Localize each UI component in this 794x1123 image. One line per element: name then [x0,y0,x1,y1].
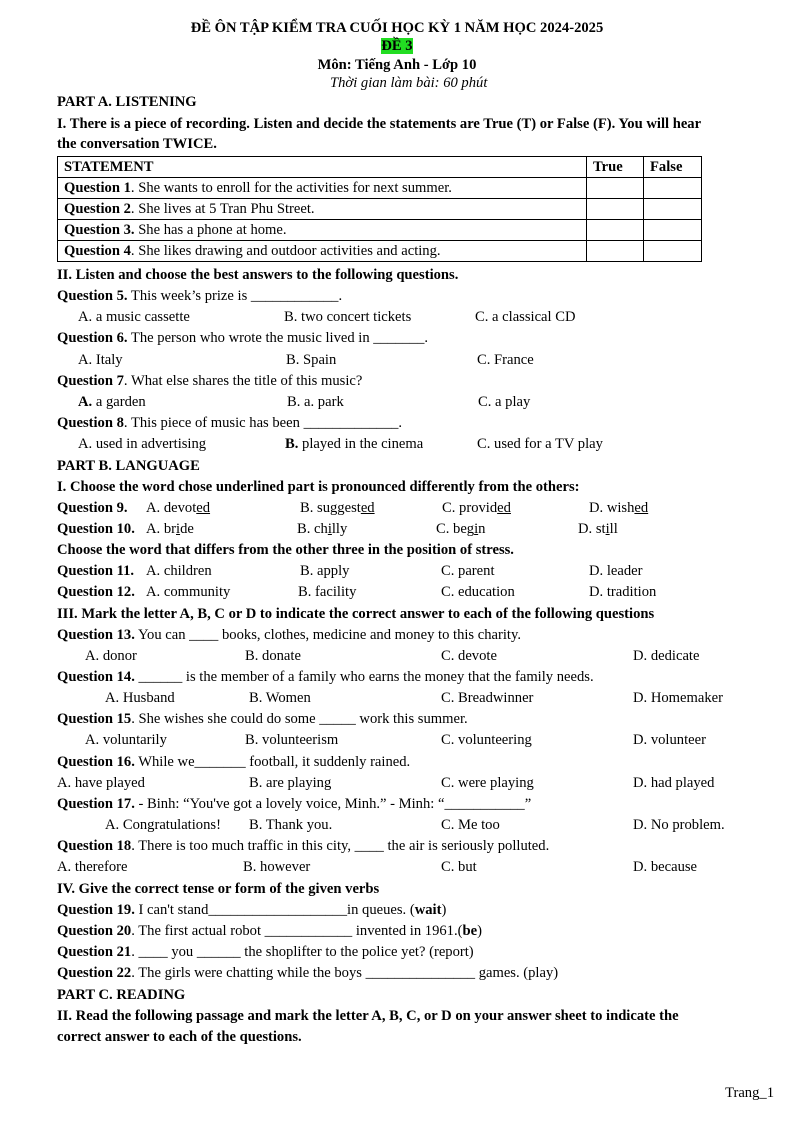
option-text: played in the cinema [298,436,424,452]
false-cell[interactable] [644,241,702,262]
option-text: A. devot [146,500,197,516]
option-b[interactable]: B. are playing [249,775,332,791]
question-label: Question 8 [57,415,124,431]
question-label: Question 7 [57,373,124,389]
stress-heading: Choose the word that differs from the other three in the position of stress. [57,542,514,558]
part-a-sec1-line2: the conversation TWICE. [57,136,217,152]
option-d[interactable]: D. Homemaker [633,690,723,706]
part-c-sec2-line2: correct answer to each of the questions. [57,1029,302,1045]
option-text: ll [609,521,618,537]
question-6 [57,330,428,347]
option-a[interactable] [146,521,194,538]
option-a[interactable]: A. donor [85,648,137,664]
option-b[interactable]: B. a. park [287,394,344,410]
option-a[interactable]: A. community [146,584,231,600]
option-b[interactable] [285,436,423,453]
question-10-label: Question 10. [57,521,135,537]
question-label: Question 16. [57,754,135,770]
question-text: . The first actual robot ____________ invented in 1961.( [131,923,463,939]
underlined-part: i [327,521,332,537]
exam-code-highlight: ĐỀ 3 [381,38,413,54]
question-text: ______ is the member of a family who earns the money that the family needs. [134,669,594,685]
question-14 [57,669,594,686]
option-a[interactable]: A. Husband [105,690,175,706]
exam-time: Thời gian làm bài: 60 phút [330,75,488,91]
option-d[interactable]: D. had played [633,775,715,791]
question-11-label: Question 11. [57,563,135,579]
statement-text: . She likes drawing and outdoor activities and acting. [130,242,441,259]
underlined-part: ed [634,500,649,516]
option-text: C. beg [436,521,475,537]
part-b-sec3: III. Mark the letter A, B, C or D to indicate the correct answer to each of the following questions [57,606,655,622]
question-label: Question 6. [57,330,128,346]
question-7 [57,373,362,390]
option-text: a garden [92,394,146,410]
underlined-part: i [474,521,479,537]
question-label: Question 14. [57,669,135,685]
header-true: True [587,157,644,178]
verb-hint: be [462,923,478,939]
option-text: n [478,521,486,537]
option-d[interactable] [589,500,648,517]
question-text: . ____ you ______ the shoplifter to the police yet? (report) [131,944,474,960]
option-letter: A. [78,394,93,410]
option-c[interactable]: C. a play [478,394,531,410]
statement-text: She has a phone at home. [134,221,287,238]
question-label: Question 17. [57,796,135,812]
option-a[interactable]: A. children [146,563,212,579]
exam-code [0,38,794,55]
option-letter: B. [285,436,299,452]
option-text: lly [331,521,348,537]
question-text: While we_______ football, it suddenly rained. [134,754,411,770]
option-c[interactable] [442,500,511,517]
question-label: Question 20 [57,923,132,939]
question-16 [57,754,410,771]
option-a[interactable]: A. Italy [78,352,123,368]
option-b[interactable]: B. volunteerism [245,732,339,748]
exam-subject: Môn: Tiếng Anh - Lớp 10 [317,57,477,73]
question-text-close: ) [477,923,482,939]
true-cell[interactable] [587,220,644,241]
option-a[interactable]: A. therefore [57,859,128,875]
question-18 [57,838,549,855]
statement-text: . She wants to enroll for the activities for next summer. [130,179,452,196]
option-a[interactable]: A. a music cassette [78,309,190,325]
question-20 [57,923,482,940]
option-d[interactable]: D. leader [589,563,643,579]
option-text: D. st [578,521,606,537]
option-c[interactable]: C. were playing [441,775,534,791]
true-cell[interactable] [587,241,644,262]
question-text: This week’s prize is ____________. [127,288,343,304]
table-row [58,178,702,199]
option-text: D. wish [589,500,635,516]
question-text: . There is too much traffic in this city, ____ the air is seriously polluted. [131,838,550,854]
option-d[interactable]: D. because [633,859,698,875]
question-text: The person who wrote the music lived in _______. [127,330,429,346]
statement-table [57,156,702,262]
question-text: You can ____ books, clothes, medicine and money to this charity. [134,627,521,643]
option-b[interactable]: B. facility [298,584,357,600]
option-a[interactable] [78,394,146,411]
part-c-sec2-line1: II. Read the following passage and mark the letter A, B, C, or D on your answer sheet to indicate the [57,1008,679,1024]
true-cell[interactable] [587,178,644,199]
option-c[interactable] [436,521,485,538]
option-c[interactable]: C. a classical CD [475,309,576,325]
underlined-part: ed [196,500,211,516]
question-label: Question 15 [57,711,132,727]
verb-hint: wait [414,902,442,918]
option-d[interactable]: D. tradition [589,584,657,600]
option-text: B. ch [297,521,328,537]
question-12-label: Question 12. [57,584,135,600]
question-13 [57,627,521,644]
option-c[interactable]: C. but [441,859,477,875]
statement-cell [58,199,587,220]
question-5 [57,288,342,305]
question-label: Question 19. [57,902,135,918]
option-c[interactable]: C. devote [441,648,497,664]
option-b[interactable]: B. two concert tickets [284,309,412,325]
question-label: Question 21 [57,944,132,960]
option-a[interactable]: A. have played [57,775,145,791]
option-c[interactable]: C. volunteering [441,732,532,748]
table-row [58,241,702,262]
part-a-sec2: II. Listen and choose the best answers to the following questions. [57,267,459,283]
option-c[interactable]: C. education [441,584,515,600]
option-b[interactable]: B. Thank you. [249,817,333,833]
question-label: Question 3. [64,221,135,238]
underlined-part: i [605,521,610,537]
underlined-part: ed [360,500,375,516]
option-c[interactable]: C. France [477,352,534,368]
false-cell[interactable] [644,178,702,199]
option-c[interactable]: C. Me too [441,817,500,833]
question-text: . The girls were chatting while the boys _______________ games. (play) [131,965,559,981]
option-c[interactable]: C. used for a TV play [477,436,603,452]
table-header-row [58,157,702,178]
option-a[interactable]: A. Congratulations! [105,817,221,833]
option-b[interactable]: B. however [243,859,311,875]
statement-text: . She lives at 5 Tran Phu Street. [130,200,315,217]
question-9-label: Question 9. [57,500,128,516]
header-false: False [644,157,702,178]
option-a[interactable]: A. voluntarily [85,732,167,748]
question-text: I can't stand___________________in queues. ( [134,902,415,918]
question-15 [57,711,468,728]
question-text: . This piece of music has been _____________. [123,415,403,431]
part-c-heading: PART C. READING [57,987,186,1003]
statement-cell [58,178,587,199]
question-label: Question 4 [64,242,131,259]
question-label: Question 13. [57,627,135,643]
option-b[interactable] [300,500,375,517]
option-c[interactable]: C. parent [441,563,495,579]
option-b[interactable]: B. Women [249,690,311,706]
option-d[interactable]: D. No problem. [633,817,725,833]
option-c[interactable]: C. Breadwinner [441,690,534,706]
question-label: Question 1 [64,179,131,196]
page-number: Trang_1 [725,1085,774,1101]
option-d[interactable] [578,521,618,538]
question-19 [57,902,446,919]
underlined-part: ed [497,500,511,516]
false-cell[interactable] [644,199,702,220]
question-text-close: ) [441,902,447,918]
statement-cell [58,220,587,241]
question-8 [57,415,402,432]
table-row [58,199,702,220]
option-text: B. suggest [300,500,361,516]
option-text: de [180,521,194,537]
option-b[interactable] [297,521,347,538]
option-text: A. br [146,521,176,537]
part-b-heading: PART B. LANGUAGE [57,458,200,474]
option-b[interactable]: B. apply [300,563,350,579]
table-row [58,220,702,241]
option-b[interactable]: B. donate [245,648,301,664]
question-text: - Binh: “You've got a lovely voice, Minh.” - Minh: “___________” [134,796,532,812]
question-21 [57,944,474,961]
question-17 [57,796,531,813]
part-a-sec1-line1: I. There is a piece of recording. Listen and decide the statements are True (T) or False (F). You will hear [57,116,702,132]
option-a[interactable]: A. used in advertising [78,436,207,452]
option-d[interactable]: D. volunteer [633,732,706,748]
exam-title: ĐỀ ÔN TẬP KIỂM TRA CUỐI HỌC KỲ 1 NĂM HỌC 2024-2025 [190,20,604,36]
question-label: Question 18 [57,838,132,854]
part-b-sec4: IV. Give the correct tense or form of the given verbs [57,881,380,897]
header-statement: STATEMENT [58,157,587,178]
true-cell[interactable] [587,199,644,220]
option-b[interactable]: B. Spain [286,352,337,368]
question-label: Question 22 [57,965,132,981]
question-label: Question 5. [57,288,128,304]
question-text: . What else shares the title of this music? [123,373,363,389]
underlined-part: i [176,521,181,537]
statement-cell [58,241,587,262]
part-a-heading: PART A. LISTENING [57,94,197,110]
question-text: . She wishes she could do some _____ work this summer. [131,711,468,727]
option-text: C. provid [442,500,498,516]
option-d[interactable]: D. dedicate [633,648,700,664]
question-22 [57,965,558,982]
false-cell[interactable] [644,220,702,241]
part-b-sec1: I. Choose the word chose underlined part is pronounced differently from the others: [57,479,580,495]
question-label: Question 2 [64,200,131,217]
option-a[interactable] [146,500,210,517]
